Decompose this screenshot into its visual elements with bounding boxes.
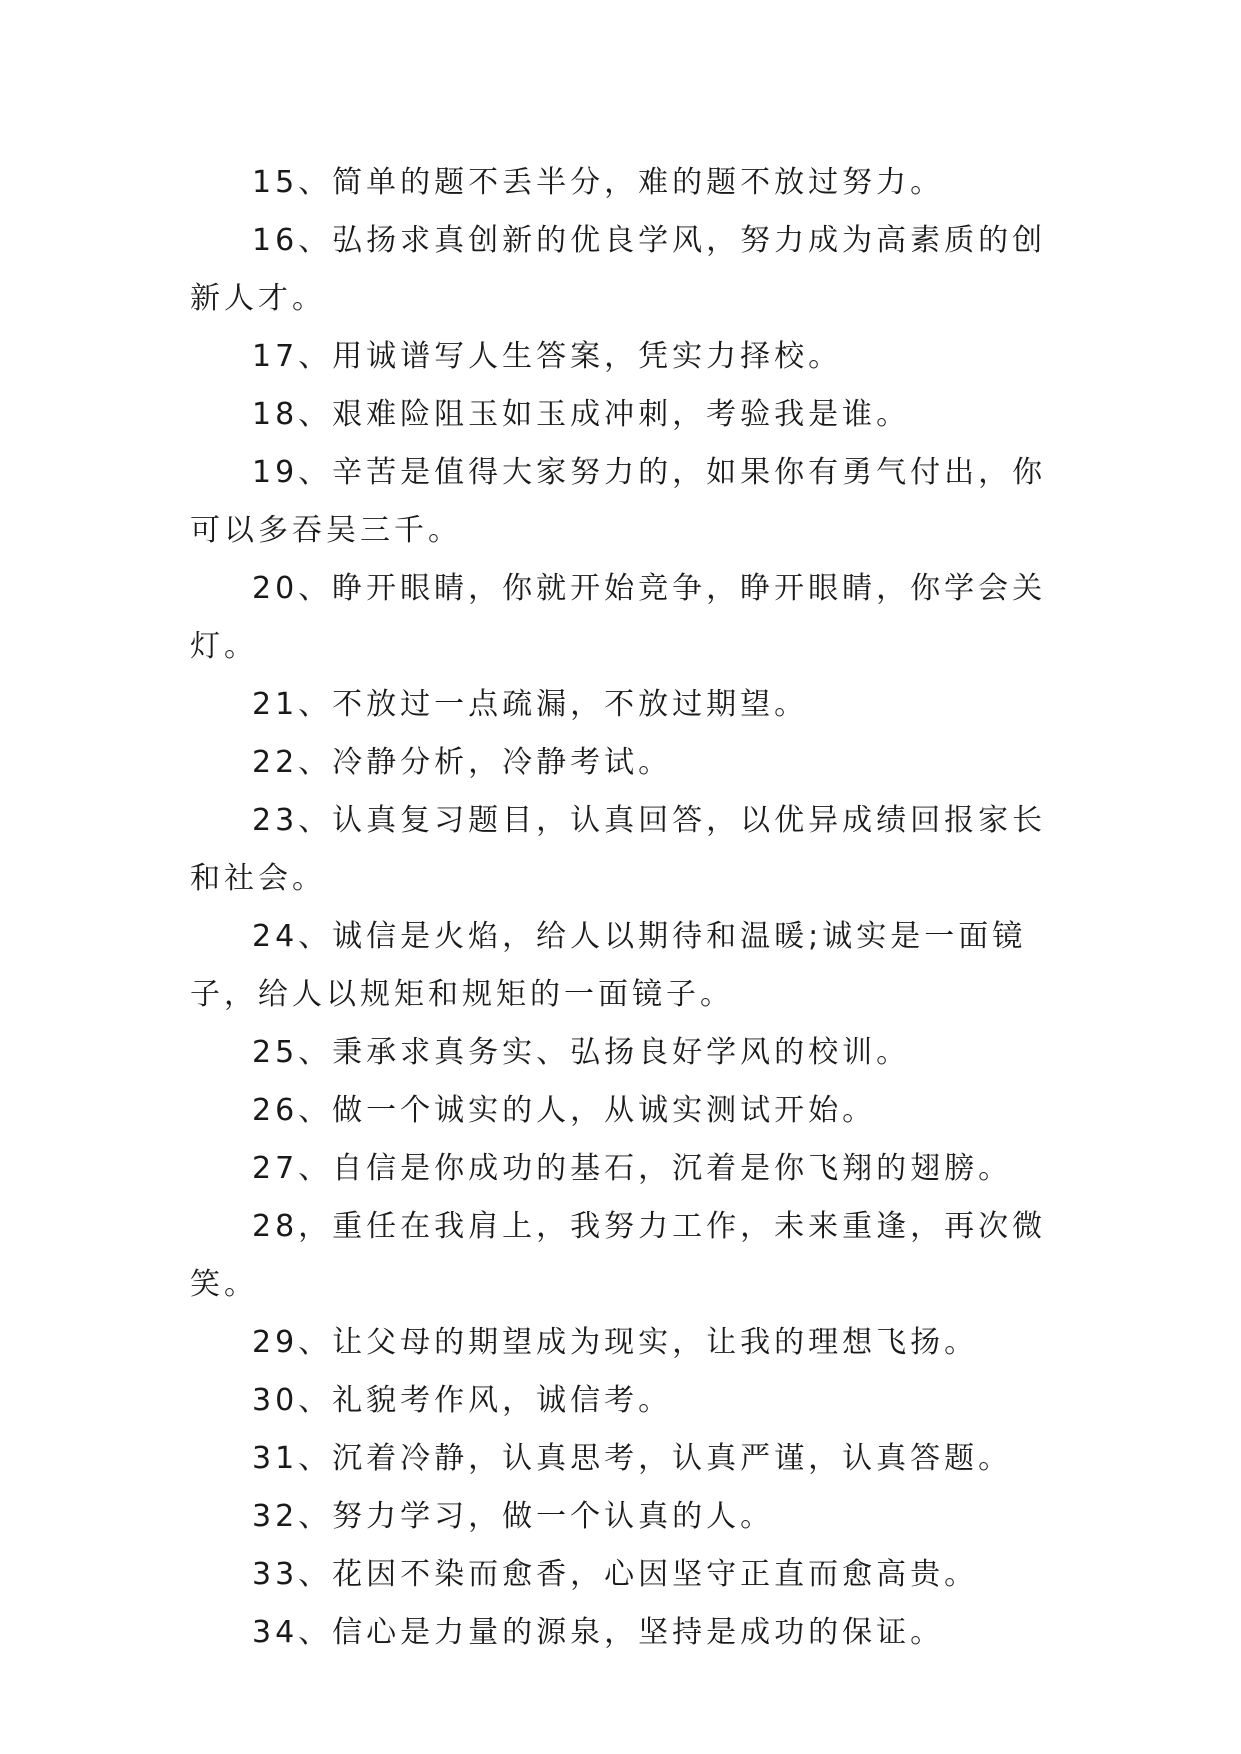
list-item: 26、做一个诚实的人，从诚实测试开始。	[252, 1093, 877, 1128]
list-item: 25、秉承求真务实、弘扬良好学风的校训。	[252, 1035, 911, 1070]
list-item: 23、认真复习题目，认真回答，以优异成绩回报家长和社会。	[190, 803, 1047, 896]
list-item: 16、弘扬求真创新的优良学风，努力成为高素质的创新人才。	[190, 223, 1047, 316]
list-item: 32、努力学习，做一个认真的人。	[252, 1499, 775, 1534]
list-item: 20、睁开眼睛，你就开始竞争，睁开眼睛，你学会关灯。	[190, 571, 1047, 664]
list-item: 21、不放过一点疏漏，不放过期望。	[252, 687, 809, 722]
list-item: 29、让父母的期望成为现实，让我的理想飞扬。	[252, 1325, 979, 1360]
list-item: 22、冷静分析，冷静考试。	[252, 745, 673, 780]
list-item: 33、花因不染而愈香，心因坚守正直而愈高贵。	[252, 1557, 979, 1592]
list-item: 34、信心是力量的源泉，坚持是成功的保证。	[252, 1615, 945, 1650]
document-body	[190, 154, 1060, 1662]
list-item: 17、用诚谱写人生答案，凭实力择校。	[252, 339, 843, 374]
list-item: 27、自信是你成功的基石，沉着是你飞翔的翅膀。	[252, 1151, 1013, 1186]
list-item: 30、礼貌考作风，诚信考。	[252, 1383, 673, 1418]
list-item: 15、简单的题不丢半分，难的题不放过努力。	[252, 165, 945, 200]
list-item: 28，重任在我肩上，我努力工作，未来重逢，再次微笑。	[190, 1209, 1047, 1302]
list-item: 19、辛苦是值得大家努力的，如果你有勇气付出，你可以多吞吴三千。	[190, 455, 1047, 548]
list-item: 18、艰难险阻玉如玉成冲刺，考验我是谁。	[252, 397, 911, 432]
list-item: 31、沉着冷静，认真思考，认真严谨，认真答题。	[252, 1441, 1013, 1476]
list-item: 24、诚信是火焰，给人以期待和温暖;诚实是一面镜子，给人以规矩和规矩的一面镜子。	[190, 919, 1027, 1012]
